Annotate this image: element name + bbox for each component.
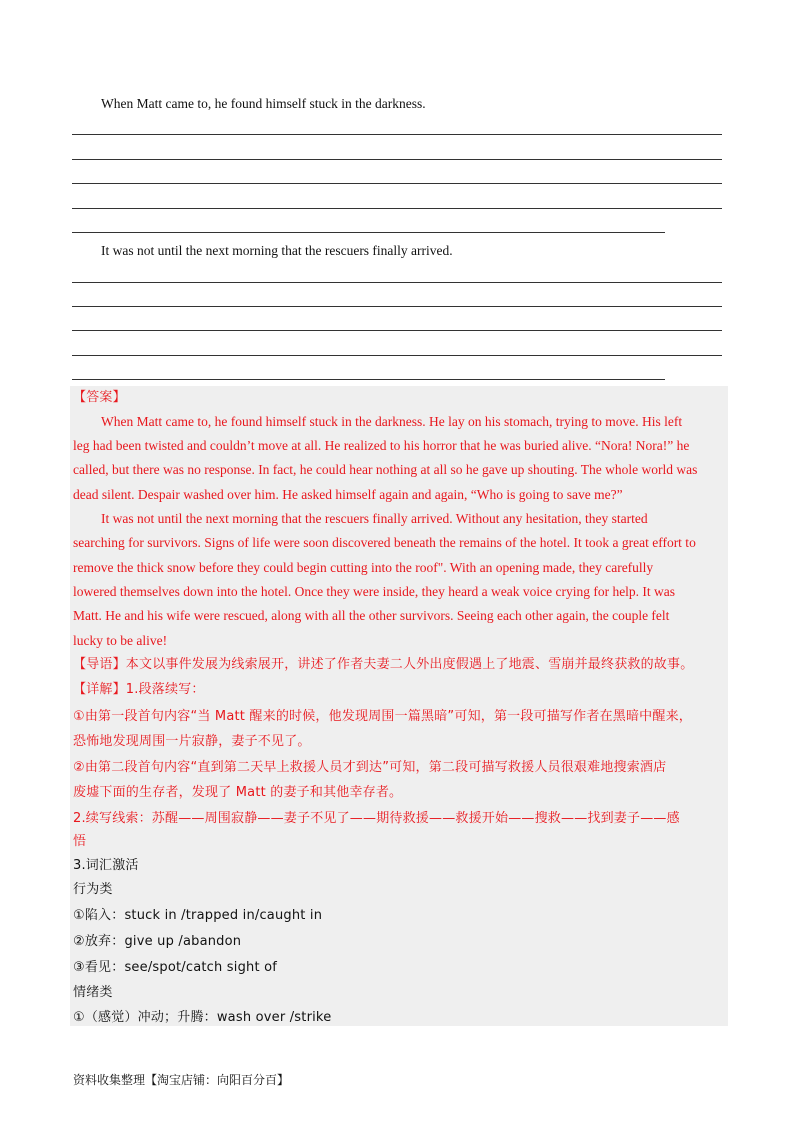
answer-p2-line: lowered themselves down into the hotel. Once they were inside, they heard a weak voice crying for help. It was bbox=[73, 584, 676, 599]
answer-p1-line: called, but there was no response. In fact, he could hear nothing at all so he gave up shouting. The whole world was bbox=[73, 462, 698, 477]
answer-p1-line: When Matt came to, he found himself stuck in the darkness. He lay on his stomach, trying to move. His left bbox=[101, 414, 683, 429]
answer-line bbox=[72, 134, 722, 135]
vocab-category: 情绪类 bbox=[73, 985, 113, 1000]
answer-line bbox=[72, 330, 722, 331]
answer-p2-line: remove the thick snow before they could begin cutting into the roof". With an opening made, they carefully bbox=[73, 560, 654, 575]
page-footer: 资料收集整理【淘宝店铺：向阳百分百】 bbox=[73, 1073, 290, 1087]
vocab-item: ②放弃：give up /abandon bbox=[73, 934, 242, 949]
guide-text: 【导语】本文以事件发展为线索展开，讲述了作者夫妻二人外出度假遇上了地震、雪崩并最终获救的故事。 bbox=[73, 657, 694, 672]
answer-p2-line: Matt. He and his wife were rescued, along with all the other survivors. Seeing each other again, the couple felt bbox=[73, 608, 670, 623]
answer-line bbox=[72, 159, 722, 160]
answer-line bbox=[72, 379, 665, 380]
answer-line bbox=[72, 208, 722, 209]
vocab-item: ①陷入：stuck in /trapped in/caught in bbox=[73, 908, 323, 923]
vocab-item: ①（感觉）冲动；升腾：wash over /strike bbox=[73, 1010, 332, 1025]
clue-text: 2.续写线索：苏醒——周围寂静——妻子不见了——期待救援——救援开始——搜救——找到妻子——感 bbox=[73, 811, 680, 826]
answer-p2-line: lucky to be alive! bbox=[73, 633, 168, 648]
answer-line bbox=[72, 306, 722, 307]
detail-item: ①由第一段首句内容“当 Matt 醒来的时候，他发现周围一篇黑暗”可知，第一段可描写作者在黑暗中醒来， bbox=[73, 709, 692, 724]
section2-prompt: It was not until the next morning that the rescuers finally arrived. bbox=[101, 243, 453, 258]
detail-heading: 【详解】1.段落续写： bbox=[73, 682, 205, 697]
vocab-category: 行为类 bbox=[73, 882, 113, 897]
detail-item: 废墟下面的生存者，发现了 Matt 的妻子和其他幸存者。 bbox=[73, 785, 403, 800]
clue-text: 悟 bbox=[73, 834, 87, 849]
answer-line bbox=[72, 355, 722, 356]
answer-line bbox=[72, 282, 722, 283]
answer-line bbox=[72, 183, 722, 184]
vocab-item: ③看见：see/spot/catch sight of bbox=[73, 960, 278, 975]
answer-line bbox=[72, 232, 665, 233]
vocab-heading: 3.词汇激活 bbox=[73, 858, 139, 873]
detail-item: ②由第二段首句内容“直到第二天早上救援人员才到达”可知，第二段可描写救援人员很艰难地搜索酒店 bbox=[73, 760, 667, 775]
section1-prompt: When Matt came to, he found himself stuck in the darkness. bbox=[101, 96, 426, 111]
answer-p1-line: leg had been twisted and couldn’t move at all. He realized to his horror that he was buried alive. “Nora! Nora!” he bbox=[73, 438, 690, 453]
detail-item: 恐怖地发现周围一片寂静，妻子不见了。 bbox=[73, 734, 311, 749]
answer-p2-line: It was not until the next morning that the rescuers finally arrived. Without any hesitation, they started bbox=[101, 511, 648, 526]
answer-label: 【答案】 bbox=[73, 390, 126, 405]
answer-p2-line: searching for survivors. Signs of life were soon discovered beneath the remains of the hotel. It took a great effort to bbox=[73, 535, 696, 550]
answer-section bbox=[70, 386, 728, 1026]
answer-p1-line: dead silent. Despair washed over him. He asked himself again and again, “Who is going to save me?” bbox=[73, 487, 623, 502]
